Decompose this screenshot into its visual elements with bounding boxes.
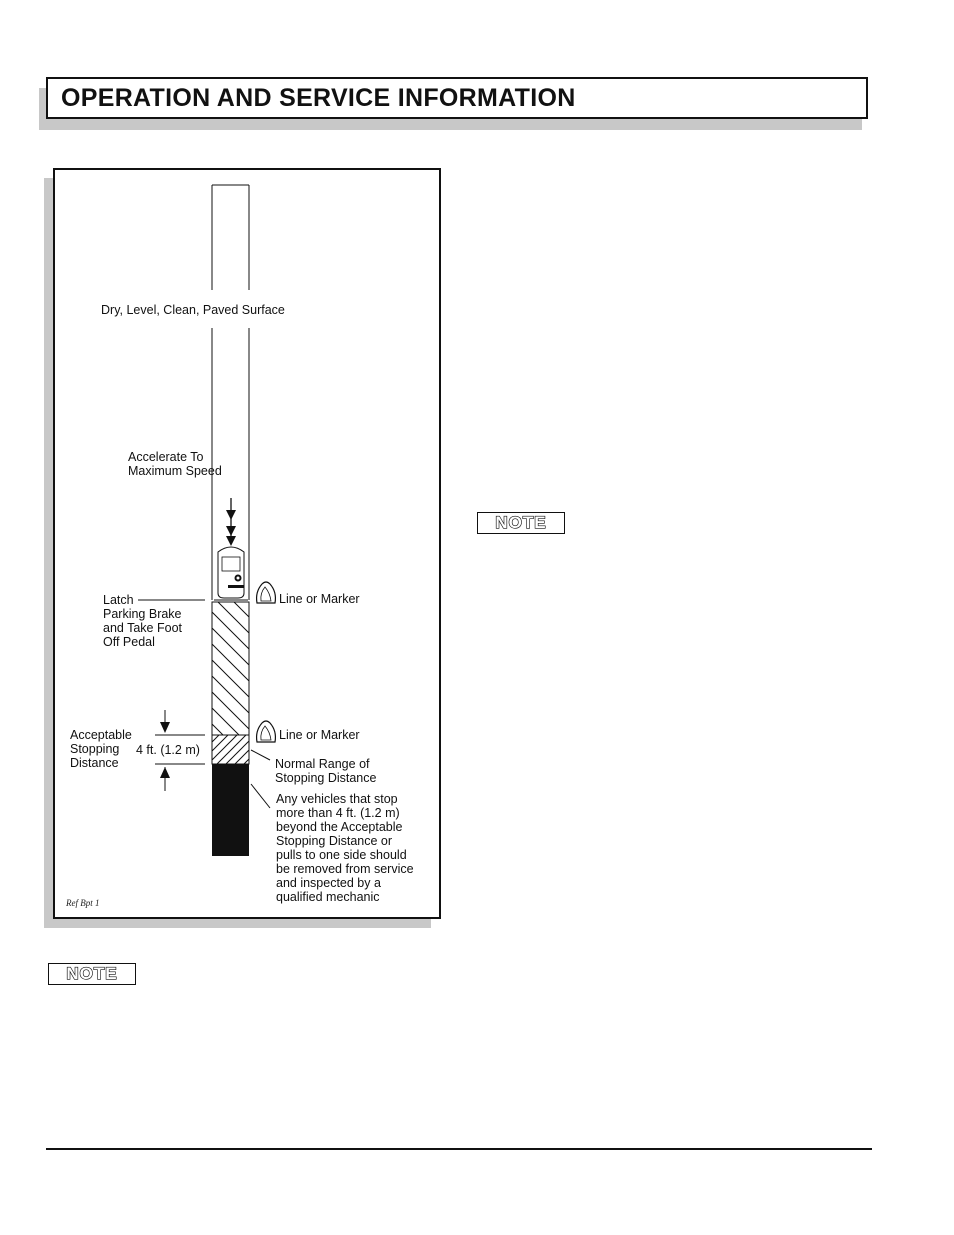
marker-label-top: Line or Marker xyxy=(279,592,360,606)
acceptable-distance-label: Acceptable Stopping Distance xyxy=(70,728,132,770)
golf-car-icon xyxy=(214,547,248,600)
arrow-down-icon xyxy=(226,498,236,546)
traffic-cone-icon xyxy=(257,721,276,742)
vehicles-note-leader xyxy=(251,784,270,808)
normal-range-label: Normal Range of Stopping Distance xyxy=(275,757,377,785)
vehicles-note-label: Any vehicles that stop more than 4 ft. (1.2 m) beyond the Acceptable Stopping Distance or pulls to one side should be removed from service and inspected by a qualified mechanic xyxy=(276,792,414,904)
normal-range-leader xyxy=(251,750,270,760)
acceptable-range-zone xyxy=(212,735,249,764)
note-badge-right xyxy=(477,512,565,534)
four-feet-label: 4 ft. (1.2 m) xyxy=(136,743,200,757)
accelerate-label: Accelerate To Maximum Speed xyxy=(128,450,222,478)
traffic-cone-icon xyxy=(257,582,276,603)
note-label: NOTE xyxy=(66,964,118,983)
marker-label-bottom: Line or Marker xyxy=(279,728,360,742)
excessive-distance-zone xyxy=(212,764,249,856)
note-label: NOTE xyxy=(495,513,547,532)
reference-code: Ref Bpt 1 xyxy=(66,898,100,908)
note-badge-left xyxy=(48,963,136,985)
page-title: OPERATION AND SERVICE INFORMATION xyxy=(61,84,576,112)
surface-label: Dry, Level, Clean, Paved Surface xyxy=(101,303,285,317)
latch-label: Latch Parking Brake and Take Foot Off Pedal xyxy=(103,593,182,649)
footer-rule xyxy=(46,1148,872,1150)
braking-zone xyxy=(212,602,249,735)
